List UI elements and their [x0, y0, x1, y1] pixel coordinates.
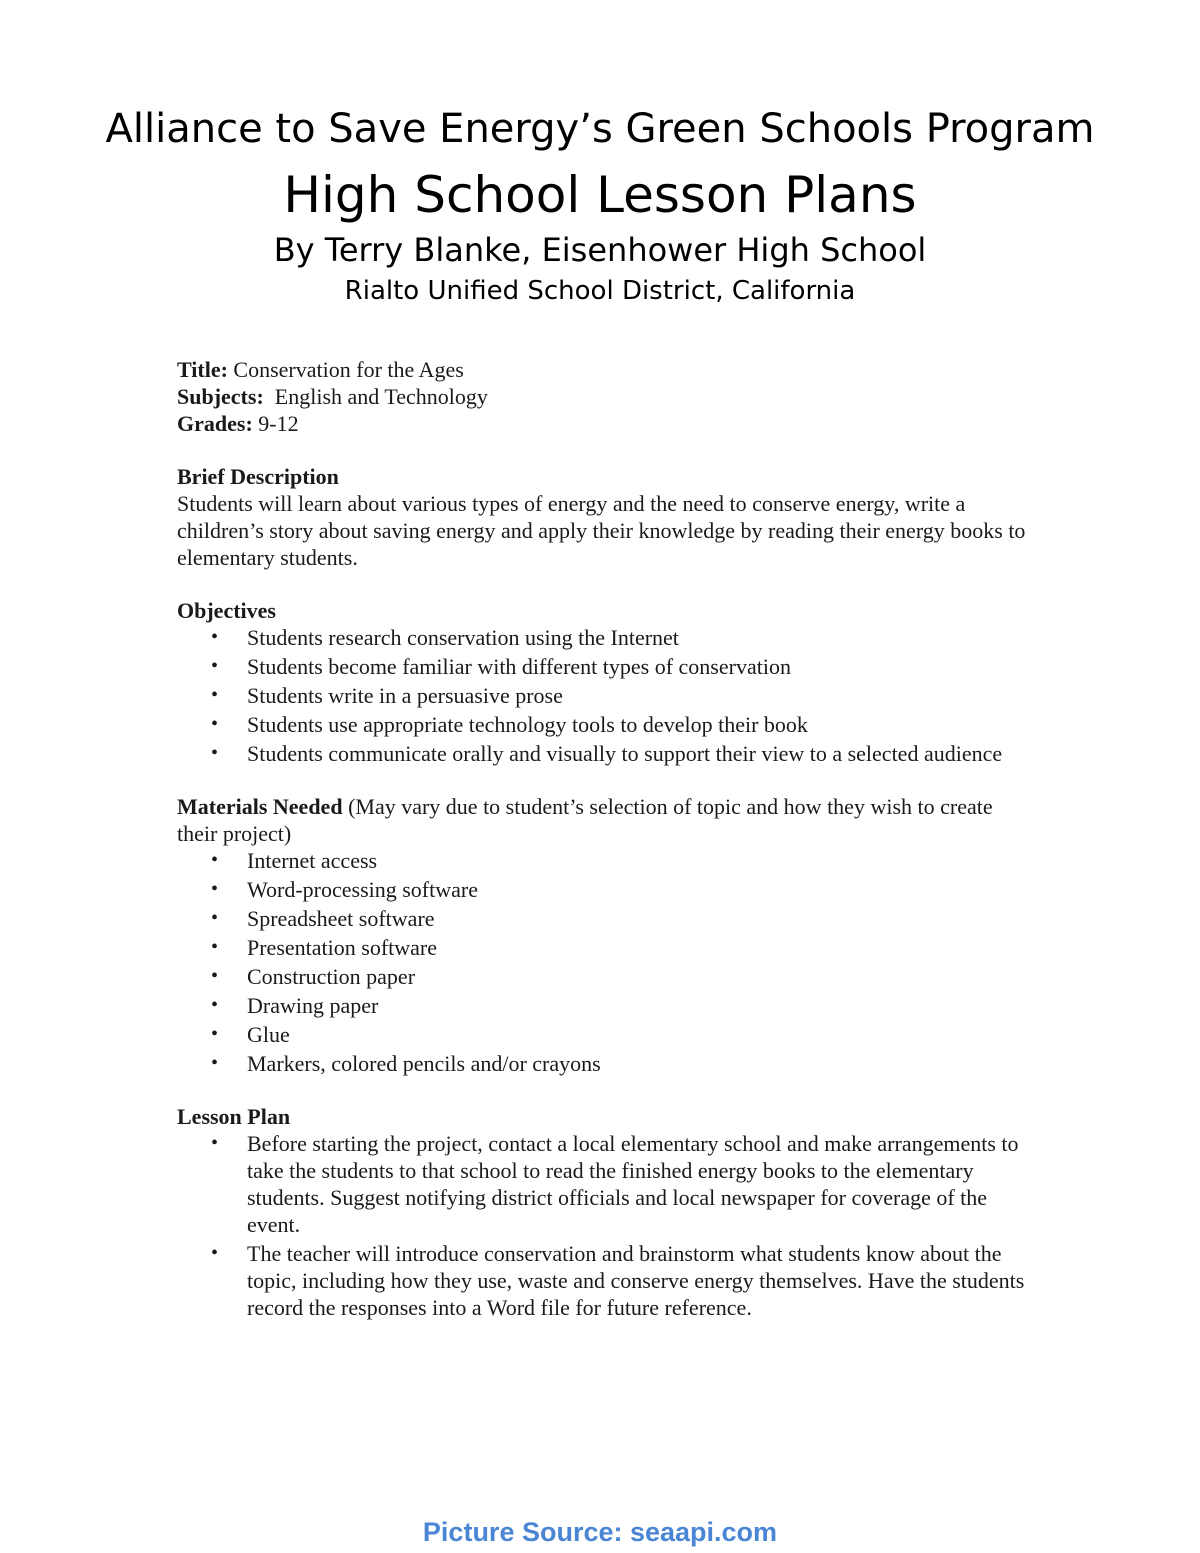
list-item [177, 1021, 1037, 1048]
bullet-icon: • [211, 936, 219, 958]
meta-subjects [177, 383, 1037, 410]
meta-subjects-label: Subjects: [177, 384, 264, 409]
materials-heading: Materials Needed [177, 794, 343, 819]
bullet-icon: • [211, 684, 219, 706]
list-item-text: Students communicate orally and visually to support their view to a selected audience [247, 741, 1003, 766]
picture-source-link[interactable]: Picture Source: seaapi.com [422, 1517, 778, 1547]
list-item-text: Students become familiar with different types of conservation [247, 654, 791, 679]
list-item-text: Internet access [247, 848, 378, 873]
bullet-icon: • [211, 1052, 219, 1074]
meta-subjects-value: English and Technology [263, 384, 488, 409]
description-text: Students will learn about various types of energy and the need to conserve energy, write a children’s story about saving energy and apply their knowledge by reading their energy books to elementary students. [177, 491, 1026, 570]
meta-title-value: Conservation for the Ages [227, 357, 464, 382]
bullet-icon: • [211, 1242, 219, 1264]
list-item-text: Students research conservation using the Internet [247, 625, 679, 650]
list-item [177, 992, 1037, 1019]
district-line: Rialto Unified School District, California [344, 276, 856, 306]
list-item [177, 1050, 1037, 1077]
bullet-icon: • [211, 655, 219, 677]
list-item [177, 624, 1037, 651]
list-item [177, 876, 1037, 903]
list-item-text: Spreadsheet software [247, 906, 435, 931]
list-item [177, 1130, 1037, 1238]
list-item-text: The teacher will introduce conservation and brainstorm what students know about the topic, including how they use, waste and conserve energy themselves. Have the students record the responses into a Word file for future reference. [247, 1241, 1025, 1320]
list-item [177, 963, 1037, 990]
list-item [177, 847, 1037, 874]
list-item-text: Glue [247, 1022, 290, 1047]
list-item-text: Construction paper [247, 964, 416, 989]
author-line: By Terry Blanke, Eisenhower High School [273, 231, 927, 269]
meta-grades-label: Grades: [177, 411, 253, 436]
lesson-plan-heading: Lesson Plan [177, 1104, 291, 1129]
bullet-icon: • [211, 994, 219, 1016]
bullet-icon: • [211, 626, 219, 648]
objectives-heading: Objectives [177, 598, 276, 623]
list-item [177, 905, 1037, 932]
list-item-text: Students use appropriate technology tools to develop their book [247, 712, 808, 737]
bullet-icon: • [211, 965, 219, 987]
meta-grades-value: 9-12 [252, 411, 299, 436]
list-item-text: Word-processing software [247, 877, 478, 902]
list-item-text: Before starting the project, contact a local elementary school and make arrangements to take the students to that school to read the finished energy books to the elementary students. Suggest notifying district officials and local newspaper for coverage of the event. [247, 1131, 1019, 1237]
list-item-text: Students write in a persuasive prose [247, 683, 563, 708]
bullet-icon: • [211, 1023, 219, 1045]
meta-title [177, 356, 1037, 383]
list-item [177, 711, 1037, 738]
meta-title-label: Title: [177, 357, 228, 382]
list-item-text: Drawing paper [247, 993, 379, 1018]
materials-heading-line [177, 793, 1037, 847]
list-item [177, 653, 1037, 680]
objectives-list [177, 624, 1037, 767]
bullet-icon: • [211, 849, 219, 871]
bullet-icon: • [211, 742, 219, 764]
list-item [177, 740, 1037, 767]
list-item-text: Presentation software [247, 935, 437, 960]
document-body [177, 356, 1037, 1323]
materials-list [177, 847, 1037, 1077]
list-item-text: Markers, colored pencils and/or crayons [247, 1051, 601, 1076]
bullet-icon: • [211, 907, 219, 929]
bullet-icon: • [211, 1132, 219, 1154]
list-item [177, 1240, 1037, 1321]
materials-note: (May vary due to student’s selection of topic and how they wish to create their project) [177, 794, 993, 846]
document-title: High School Lesson Plans [283, 166, 917, 224]
list-item [177, 934, 1037, 961]
program-name: Alliance to Save Energy’s Green Schools Program [105, 106, 1095, 152]
description-heading: Brief Description [177, 464, 339, 489]
list-item [177, 682, 1037, 709]
bullet-icon: • [211, 878, 219, 900]
meta-grades [177, 410, 1037, 437]
lesson-plan-list [177, 1130, 1037, 1321]
bullet-icon: • [211, 713, 219, 735]
